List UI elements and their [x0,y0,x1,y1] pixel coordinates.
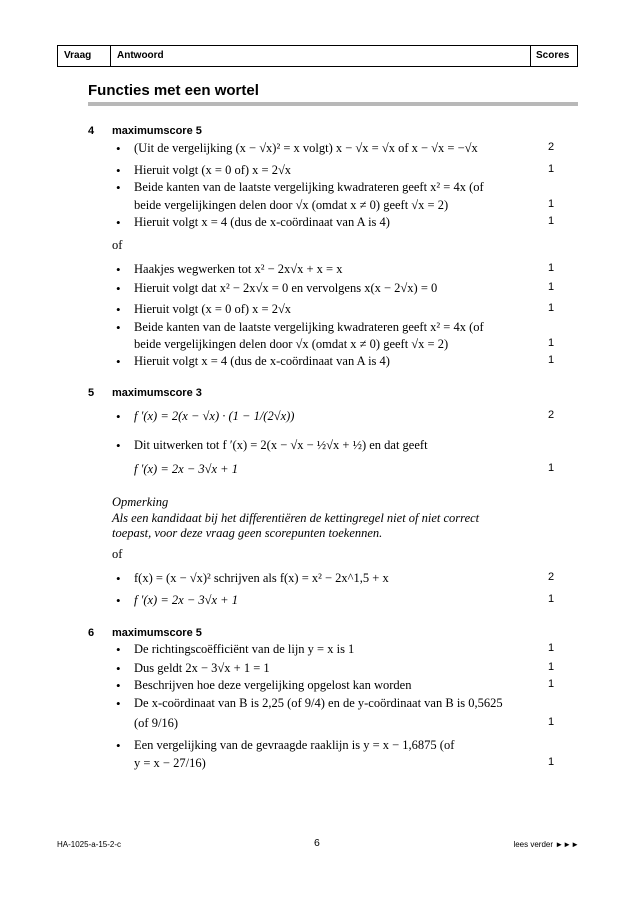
answer-line [0,696,636,712]
line-score: 1 [548,642,555,654]
answer-text: f(x) = (x − √x)² schrijven als f(x) = x² − 2x^1,5 + x [134,571,389,585]
answer-text: Hieruit volgt (x = 0 of) x = 2√x [134,163,292,177]
bullet: • [116,696,121,711]
answer-line-continued [0,337,636,353]
bullet: • [116,180,121,195]
line-score: 1 [548,716,555,728]
bullet: • [116,738,121,753]
question-number: 6 [88,627,95,639]
line-score: 1 [548,302,555,314]
answer-text: Beschrijven hoe deze vergelijking opgelost kan worden [134,678,412,692]
page-number: 6 [314,837,320,849]
alternative-marker [0,547,636,563]
line-score: 1 [548,756,555,768]
max-score: maximumscore 3 [112,387,202,399]
answer-line-continued [0,198,636,214]
line-score: 1 [548,198,555,210]
line-score: 1 [548,354,555,366]
answer-line [0,180,636,196]
answer-line [0,302,636,318]
answer-text: Dus geldt 2x − 3√x + 1 = 1 [134,661,270,675]
header-scores-column: Scores [531,45,578,67]
continue-link: lees verder ►►► [513,840,579,849]
remark-line: toepast, voor deze vraag geen scorepunten toekennen. [112,526,383,540]
line-score: 2 [548,141,555,153]
remark-heading: Opmerking [112,495,169,509]
answer-line [0,409,636,425]
answer-line [0,281,636,297]
line-score: 1 [548,262,555,274]
remark-text [0,511,636,527]
answer-line [0,215,636,231]
bullet: • [116,302,121,317]
bullet: • [116,215,121,230]
bullet: • [116,354,121,369]
answer-line [0,320,636,336]
answer-line [0,262,636,278]
answer-text: y = x − 27/16) [134,756,206,770]
answer-text: Hieruit volgt dat x² − 2x√x = 0 en vervolgens x(x − 2√x) = 0 [134,281,438,295]
answer-text: Hieruit volgt x = 4 (dus de x-coördinaat van A is 4) [134,354,390,368]
answer-text: Hieruit volgt (x = 0 of) x = 2√x [134,302,292,316]
or-text: of [112,547,123,561]
bullet: • [116,661,121,676]
answer-line [0,738,636,754]
line-score: 2 [548,571,555,583]
bullet: • [116,409,121,424]
header-question-column: Vraag [57,45,111,67]
answer-line-continued [0,756,636,772]
answer-text: Hieruit volgt x = 4 (dus de x-coördinaat van A is 4) [134,215,390,229]
answer-line [0,163,636,179]
line-score: 1 [548,215,555,227]
remark-title [0,495,636,511]
line-score: 2 [548,409,555,421]
answer-line-continued [0,716,636,732]
bullet: • [116,571,121,586]
bullet: • [116,281,121,296]
max-score: maximumscore 5 [112,627,202,639]
answer-text: (Uit de vergelijking (x − √x)² = x volgt) x − √x = √x of x − √x = −√x [134,141,478,155]
section-title: Functies met een wortel [88,82,259,99]
bullet: • [116,593,121,608]
remark-text [0,526,636,542]
answer-text: beide vergelijkingen delen door √x (omdat x ≠ 0) geeft √x = 2) [134,337,449,351]
header-answer-column: Antwoord [111,45,531,67]
answer-text: Beide kanten van de laatste vergelijking kwadrateren geeft x² = 4x (of [134,180,484,194]
bullet: • [116,141,121,156]
remark-line: Als een kandidaat bij het differentiëren de kettingregel niet of niet correct [112,511,480,525]
answer-line [0,661,636,677]
bullet: • [116,163,121,178]
answer-line [0,571,636,587]
answer-line [0,593,636,609]
max-score: maximumscore 5 [112,125,202,137]
bullet: • [116,320,121,335]
alternative-marker [0,238,636,254]
line-score: 1 [548,281,555,293]
answer-line-continued [0,462,636,478]
line-score: 1 [548,337,555,349]
answer-line [0,438,636,454]
bullet: • [116,262,121,277]
title-rule [88,102,578,106]
answer-text: f ′(x) = 2(x − √x) · (1 − 1/(2√x)) [134,409,295,423]
answer-line [0,354,636,370]
answer-text: f ′(x) = 2x − 3√x + 1 [134,462,238,476]
bullet: • [116,642,121,657]
answer-line [0,642,636,658]
answer-line [0,678,636,694]
question-number: 4 [88,125,95,137]
answer-text: Beide kanten van de laatste vergelijking kwadrateren geeft x² = 4x (of [134,320,484,334]
answer-text: De richtingscoëfficiënt van de lijn y = x is 1 [134,642,355,656]
document-code: HA-1025-a-15-2-c [57,840,122,849]
answer-text: (of 9/16) [134,716,179,730]
answer-text: Dit uitwerken tot f ′(x) = 2(x − √x − ½√x + ½) en dat geeft [134,438,428,452]
line-score: 1 [548,462,555,474]
answer-text: Een vergelijking van de gevraagde raaklijn is y = x − 1,6875 (of [134,738,455,752]
answer-text: beide vergelijkingen delen door √x (omdat x ≠ 0) geeft √x = 2) [134,198,449,212]
line-score: 1 [548,593,555,605]
line-score: 1 [548,661,555,673]
question-number: 5 [88,387,95,399]
bullet: • [116,678,121,693]
answer-text: De x-coördinaat van B is 2,25 (of 9/4) en de y-coördinaat van B is 0,5625 [134,696,503,710]
line-score: 1 [548,163,555,175]
line-score: 1 [548,678,555,690]
answer-text: f ′(x) = 2x − 3√x + 1 [134,593,238,607]
answer-text: Haakjes wegwerken tot x² − 2x√x + x = x [134,262,343,276]
or-text: of [112,238,123,252]
answer-line [0,141,636,157]
bullet: • [116,438,121,453]
